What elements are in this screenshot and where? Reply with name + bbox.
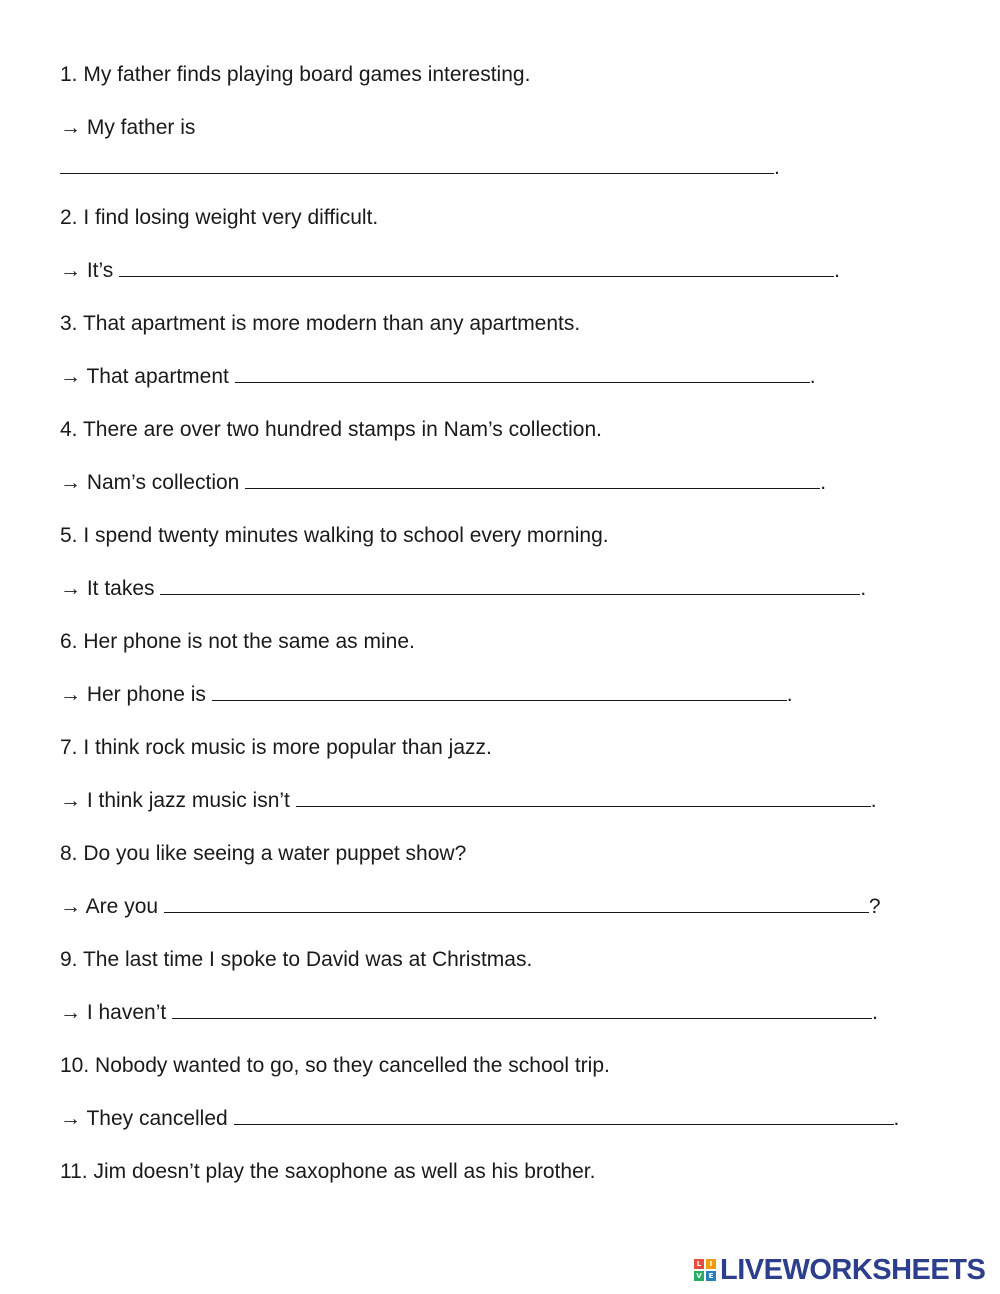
answer-blank-5[interactable] [160, 576, 860, 595]
answer-blank-1[interactable] [60, 155, 774, 174]
answer-end-4: . [820, 471, 827, 494]
answer-blank-2[interactable] [119, 258, 834, 277]
answer-row-4 [60, 470, 826, 496]
question-10: 10. Nobody wanted to go, so they cancelled the school trip. [60, 1054, 610, 1077]
logo-mark-square-i: I [706, 1259, 716, 1269]
answer-end-8: ? [868, 895, 881, 918]
question-11: 11. Jim doesn’t play the saxophone as well as his brother. [60, 1160, 596, 1183]
answer-prefix-10: → They cancelled [60, 1107, 228, 1130]
answer-row-7 [60, 788, 877, 814]
question-8: 8. Do you like seeing a water puppet show? [60, 842, 467, 865]
question-3: 3. That apartment is more modern than any apartments. [60, 312, 581, 335]
logo-mark-icon [694, 1259, 716, 1281]
answer-end-1: . [774, 156, 780, 179]
logo-mark-square-v: V [694, 1271, 704, 1281]
liveworksheets-logo [694, 1255, 985, 1285]
answer-blank-8[interactable] [164, 894, 869, 913]
answer-blank-6[interactable] [212, 682, 787, 701]
answer-row-1 [60, 155, 780, 181]
answer-row-3 [60, 364, 816, 390]
answer-prefix-1: → My father is [60, 116, 196, 139]
logo-mark-square-l: L [694, 1259, 704, 1269]
answer-row-2 [60, 258, 840, 284]
answer-blank-10[interactable] [234, 1106, 894, 1125]
logo-mark-square-e: E [706, 1271, 716, 1281]
question-2: 2. I find losing weight very difficult. [60, 206, 379, 229]
answer-blank-4[interactable] [245, 470, 820, 489]
answer-prefix-5: → It takes [60, 577, 155, 600]
answer-prefix-9: → I haven’t [60, 1001, 167, 1024]
answer-end-5: . [860, 577, 867, 600]
answer-prefix-7: → I think jazz music isn’t [60, 789, 290, 812]
logo-text: LIVEWORKSHEETS [720, 1254, 986, 1286]
answer-prefix-2: → It’s [60, 259, 114, 282]
answer-end-7: . [870, 789, 877, 812]
answer-blank-9[interactable] [172, 1000, 872, 1019]
answer-row-9 [60, 1000, 878, 1026]
answer-end-6: . [786, 683, 793, 706]
answer-row-6 [60, 682, 793, 708]
question-5: 5. I spend twenty minutes walking to school every morning. [60, 524, 609, 547]
answer-prefix-3: → That apartment [60, 365, 229, 388]
question-4: 4. There are over two hundred stamps in Nam’s collection. [60, 418, 602, 441]
answer-prefix-8: → Are you [60, 895, 159, 918]
answer-row-10 [60, 1106, 899, 1132]
answer-end-10: . [893, 1107, 900, 1130]
answer-end-9: . [872, 1001, 878, 1024]
answer-end-3: . [809, 365, 816, 388]
question-1: 1. My father finds playing board games interesting. [60, 63, 531, 86]
answer-prefix-6: → Her phone is [60, 683, 206, 706]
answer-blank-3[interactable] [235, 364, 810, 383]
answer-row-5 [60, 576, 866, 602]
question-6: 6. Her phone is not the same as mine. [60, 630, 415, 653]
answer-blank-7[interactable] [296, 788, 871, 807]
question-7: 7. I think rock music is more popular than jazz. [60, 736, 492, 759]
question-9: 9. The last time I spoke to David was at Christmas. [60, 948, 533, 971]
answer-row-8 [60, 894, 881, 920]
answer-end-2: . [834, 259, 840, 282]
answer-prefix-4: → Nam’s collection [60, 471, 240, 494]
